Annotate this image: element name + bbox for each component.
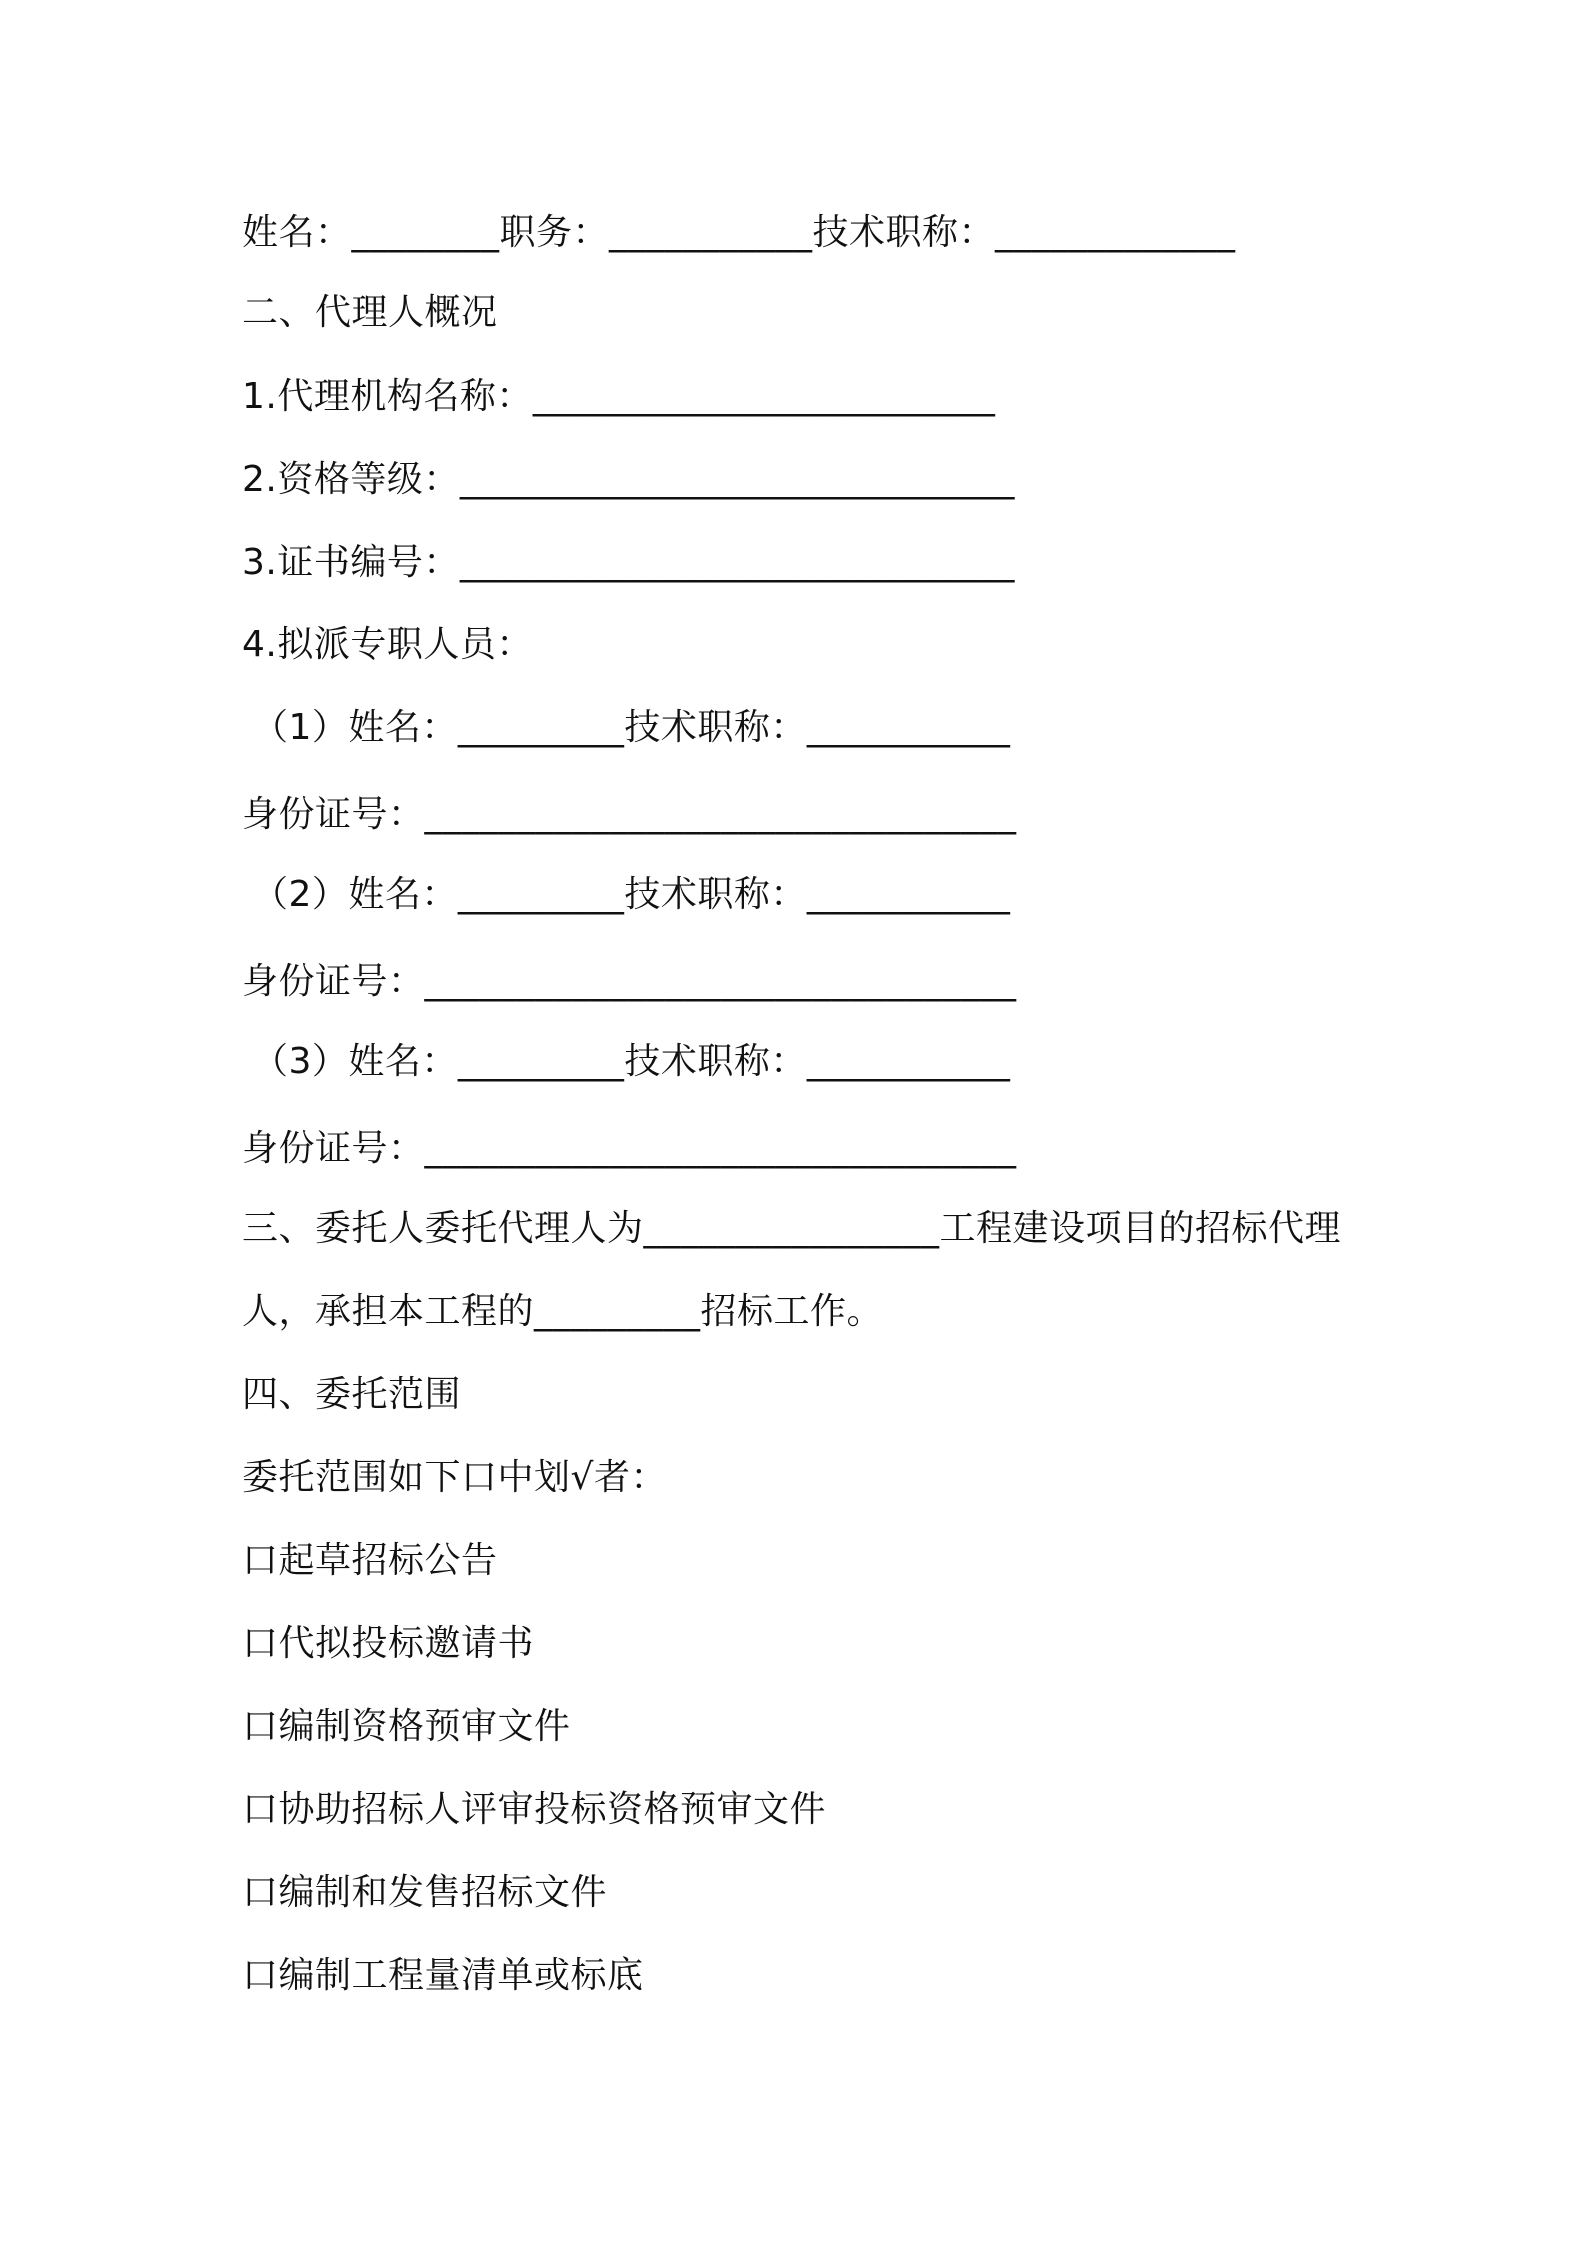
agency-name-line: 1.代理机构名称：_________________________ xyxy=(242,376,996,417)
staff-3-name-title-line: （3）姓名：_________技术职称：___________ xyxy=(252,1041,1011,1082)
scope-item-bill-of-quantities: 口编制工程量清单或标底 xyxy=(242,1955,644,1996)
assigned-staff-heading: 4.拟派专职人员： xyxy=(242,624,533,665)
section-3-line-1: 三、委托人委托代理人为________________工程建设项目的招标代理 xyxy=(242,1208,1342,1249)
qualification-level-line: 2.资格等级：______________________________ xyxy=(242,459,1015,500)
certificate-number-line: 3.证书编号：______________________________ xyxy=(242,542,1015,583)
scope-item-draft-announcement: 口起草招标公告 xyxy=(242,1540,498,1581)
scope-item-invitation-letter: 口代拟投标邀请书 xyxy=(242,1623,535,1664)
staff-3-id-line: 身份证号：________________________________ xyxy=(242,1128,1017,1169)
staff-1-id-line: 身份证号：________________________________ xyxy=(242,794,1017,835)
staff-2-id-line: 身份证号：________________________________ xyxy=(242,961,1017,1002)
scope-item-prequalification-docs: 口编制资格预审文件 xyxy=(242,1706,571,1747)
scope-instruction-line: 委托范围如下口中划√者： xyxy=(242,1457,667,1498)
staff-2-name-title-line: （2）姓名：_________技术职称：___________ xyxy=(252,874,1011,915)
scope-item-tender-docs: 口编制和发售招标文件 xyxy=(242,1872,608,1913)
section-4-heading: 四、委托范围 xyxy=(242,1374,462,1415)
section-3-line-2: 人，承担本工程的_________招标工作。 xyxy=(242,1291,884,1332)
principal-name-title-line: 姓名：________职务：___________技术职称：_____________ xyxy=(242,212,1236,253)
scope-item-assist-review: 口协助招标人评审投标资格预审文件 xyxy=(242,1789,827,1830)
staff-1-name-title-line: （1）姓名：_________技术职称：___________ xyxy=(252,707,1011,748)
section-2-heading: 二、代理人概况 xyxy=(242,292,498,333)
